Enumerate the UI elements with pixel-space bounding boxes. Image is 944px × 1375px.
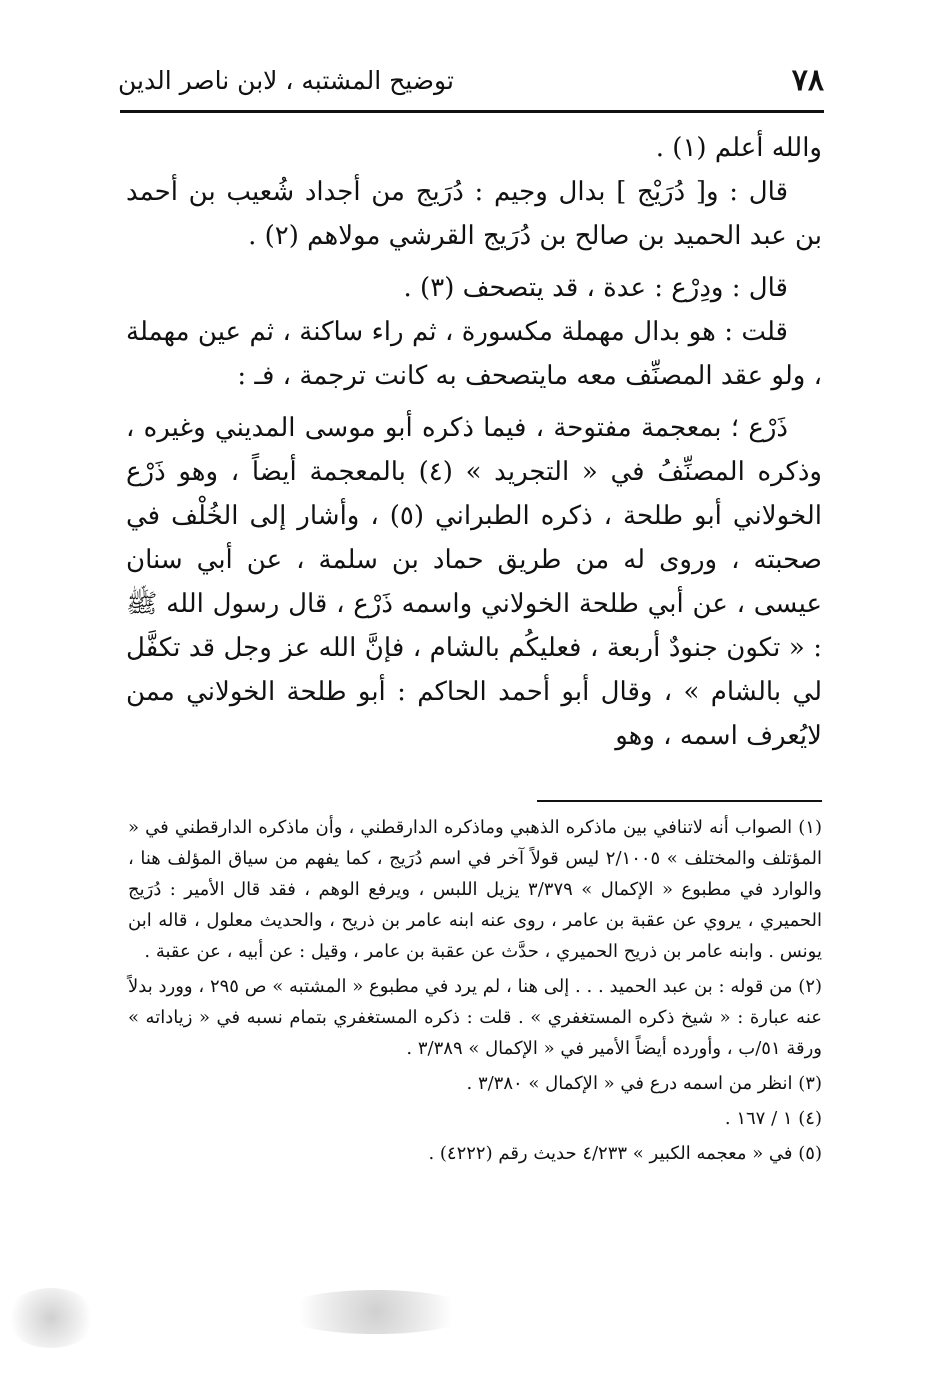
scan-speckle: [276, 1290, 476, 1334]
footnote-rule: [537, 800, 822, 802]
footnote: (٢) من قوله : بن عبد الحميد . . . إلى هنا ، لم يرد في مطبوع « المشتبه » ص ٢٩٥ ، وورد بدلاً عنه عبارة : « شيخ ذكره المستغفري » . قلت : ذكره المستغفري بتمام نسبه في « زياداته » ورقة ٥١/ب ، وأورده أيضاً الأمير في « الإكمال » ٣/٣٨٩ .: [128, 976, 823, 1059]
body-paragraph: والله أعلم (١) .: [655, 133, 822, 163]
running-head: [118, 58, 824, 102]
footnotes: [128, 812, 822, 1173]
footnote: (١) الصواب أنه لاتنافي بين ماذكره الذهبي وماذكره الدارقطني ، وأن ماذكره الدارقطني في « المؤتلف والمختلف » ٢/١٠٠٥ ليس قولاً آخر في اسم دُرَيج ، كما يفهم من سياق المؤلف هنا ، والوارد في مطبوع « الإكمال » ٣/٣٧٩ يزيل اللبس ، ويرفع الوهم ، فقد قال الأمير : دُرَيج الحميري ، يروي عن عقبة بن عامر ، روى عنه ابنه عامر بن ذريح ، والحديث معلول ، قاله ابن يونس . وابنه عامر بن ذريح الحميري ، حدَّث عن عقبة بن عامر ، وقيل : عن أبيه ، عن عقبة .: [128, 817, 822, 962]
body-paragraph: قال : ودِرْع : عدة ، قد يتصحف (٣) .: [403, 273, 788, 303]
body-paragraph: ذَرْع ؛ بمعجمة مفتوحة ، فيما ذكره أبو موسى المديني وغيره ، وذكره المصنِّفُ في « التجريد » (٤) بالمعجمة أيضاً ، وهو ذَرْع الخولاني أبو طلحة ، ذكره الطبراني (٥) ، وأشار إلى الخُلْف في صحبته ، وروى له من طريق حماد بن سلمة ، عن أبي سنان عيسى ، عن أبي طلحة الخولاني واسمه ذَرْع ، قال رسول الله ﷺ : « تكون جنودٌ أربعة ، فعليكُم بالشام ، فإنَّ الله عز وجل قد تكفَّل لي بالشام » ، وقال أبو أحمد الحاكم : أبو طلحة الخولاني ممن لايُعرف اسمه ، وهو: [126, 413, 822, 751]
running-title: توضيح المشتبه ، لابن ناصر الدين: [118, 65, 454, 95]
body-paragraph: قلت : هو بدال مهملة مكسورة ، ثم راء ساكنة ، ثم عين مهملة ، ولو عقد المصنِّف معه مايتصحف به كانت ترجمة ، فـ :: [126, 317, 822, 391]
scan-speckle: [6, 1288, 96, 1348]
footnote: (٥) في « معجمه الكبير » ٤/٢٣٣ حديث رقم (٤٢٢٢) .: [428, 1143, 822, 1164]
page-number: ٧٨: [791, 62, 824, 98]
body-paragraph: قال : و[ دُرَيْج ] بدال وجيم : دُرَيج من أجداد شُعيب بن أحمد بن عبد الحميد بن صالح بن دُرَيج القرشي مولاهم (٢) .: [126, 177, 822, 251]
header-rule: [120, 110, 824, 113]
main-text: [126, 126, 822, 766]
footnote: (٤) ١ / ١٦٧ .: [724, 1108, 822, 1129]
footnote: (٣) انظر من اسمه درع في « الإكمال » ٣/٣٨٠ .: [466, 1073, 822, 1094]
